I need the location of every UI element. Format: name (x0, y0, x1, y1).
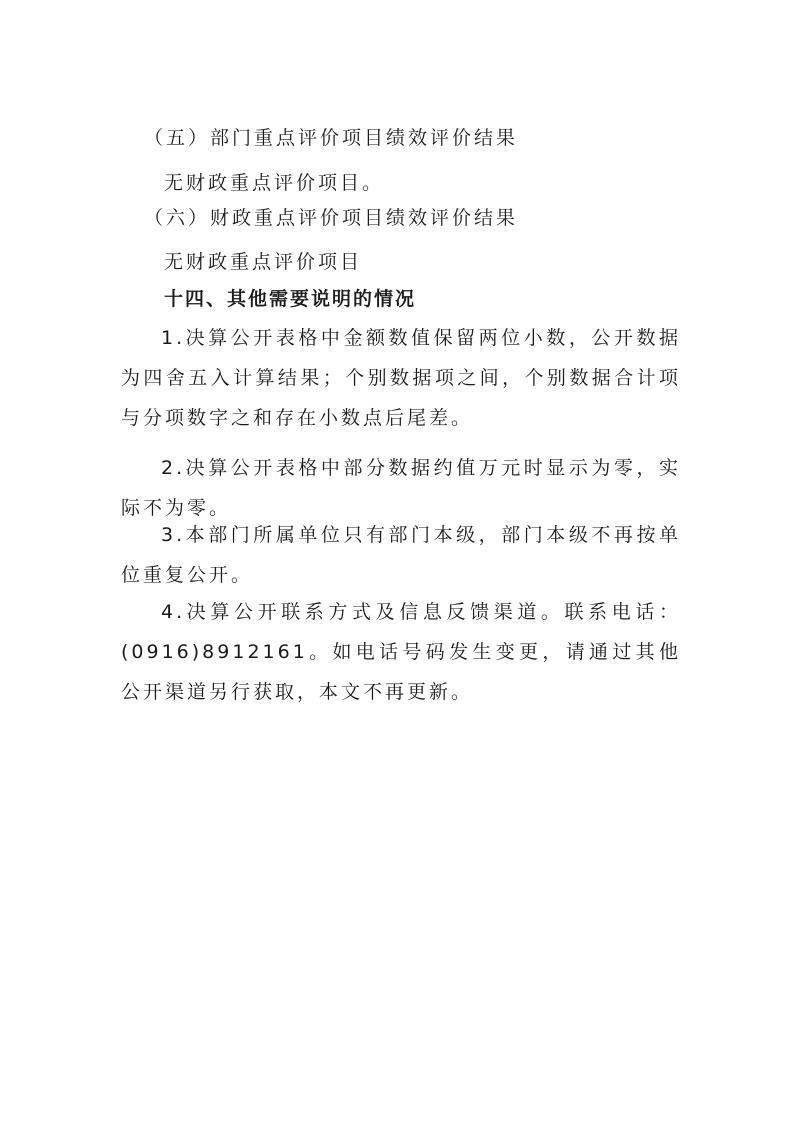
note-1: 1.决算公开表格中金额数值保留两位小数，公开数据为四舍五入计算结果；个别数据项之间，个别数据合计项与分项数字之和存在小数点后尾差。 (121, 327, 681, 429)
section-6-heading: （六）财政重点评价项目绩效评价结果 (144, 207, 519, 229)
note-4: 4.决算公开联系方式及信息反馈渠道。联系电话：(0916)8912161。如电话号码发生变更，请通过其他公开渠道另行获取，本文不再更新。 (121, 601, 681, 703)
section-6-body: 无财政重点评价项目 (164, 251, 363, 273)
section-5-heading: （五）部门重点评价项目绩效评价结果 (144, 127, 519, 149)
note-3: 3.本部门所属单位只有部门本级，部门本级不再按单位重复公开。 (121, 524, 681, 586)
note-2: 2.决算公开表格中部分数据约值万元时显示为零，实际不为零。 (121, 457, 681, 519)
section-14-heading: 十四、其他需要说明的情况 (164, 288, 417, 310)
section-5-body: 无财政重点评价项目。 (164, 172, 385, 194)
